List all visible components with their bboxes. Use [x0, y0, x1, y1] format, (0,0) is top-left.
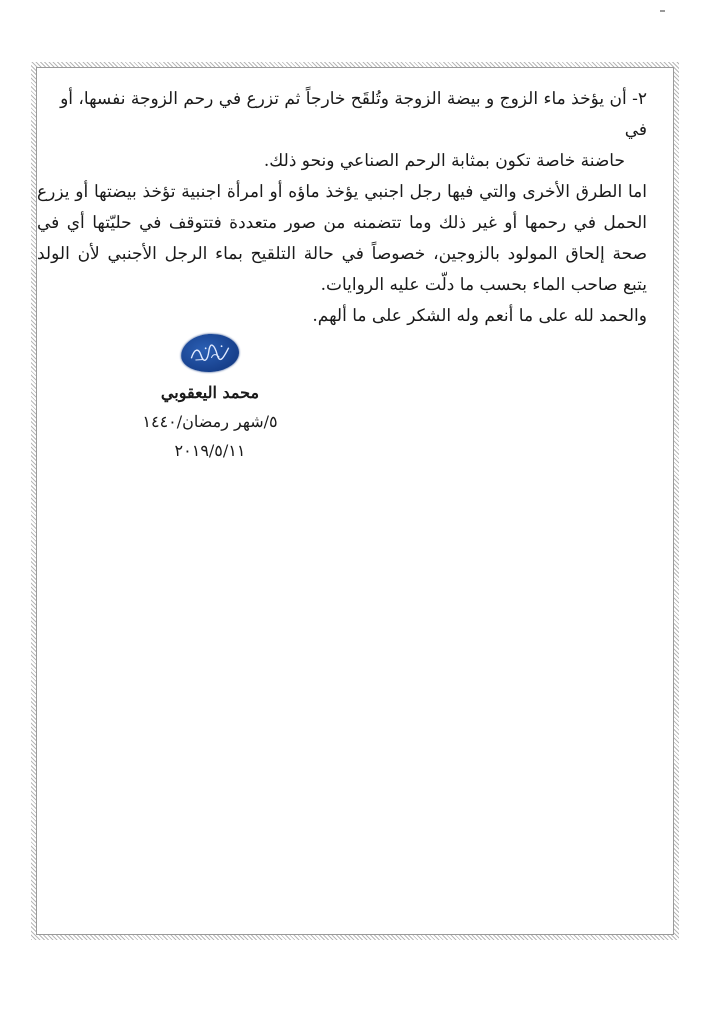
signature-block [125, 334, 295, 465]
document-page [36, 67, 674, 935]
seal-calligraphy [188, 342, 231, 365]
gregorian-date: ٢٠١٩/٥/١١ [174, 441, 246, 460]
document-body [37, 84, 647, 332]
hijri-date: ٥/شهر رمضان/١٤٤٠ [142, 412, 278, 431]
paragraph-closing-praise: والحمد لله على ما أنعم وله الشكر على ما ألهم. [312, 306, 647, 326]
signatory-name: محمد اليعقوبي [160, 383, 260, 402]
seal-stamp-icon [180, 332, 241, 374]
document-border [31, 62, 679, 940]
page-corner-mark [660, 10, 665, 12]
paragraph-item-2-line-1: ٢- أن يؤخذ ماء الزوج و بيضة الزوجة وتُلقَح خارجاً ثم تزرع في رحم الزوجة نفسها، أو في [60, 89, 647, 140]
paragraph-item-2-line-2: حاضنة خاصة تكون بمثابة الرحم الصناعي ونحو ذلك. [263, 151, 625, 171]
paragraph-other-methods: اما الطرق الأخرى والتي فيها رجل اجنبي يؤخذ ماؤه أو امرأة اجنبية تؤخذ بيضتها أو يزرع الحمل في رحمها أو غير ذلك وما تتضمنه من صور متعددة فتتوقف في حليّتها أي في صحة إلحاق المولود بالزوجين، خصوصاً في حالة التلقيح بماء الرجل الأجنبي لأن الولد يتبع صاحب الماء بحسب ما دلّت عليه الروايات. [37, 182, 647, 295]
